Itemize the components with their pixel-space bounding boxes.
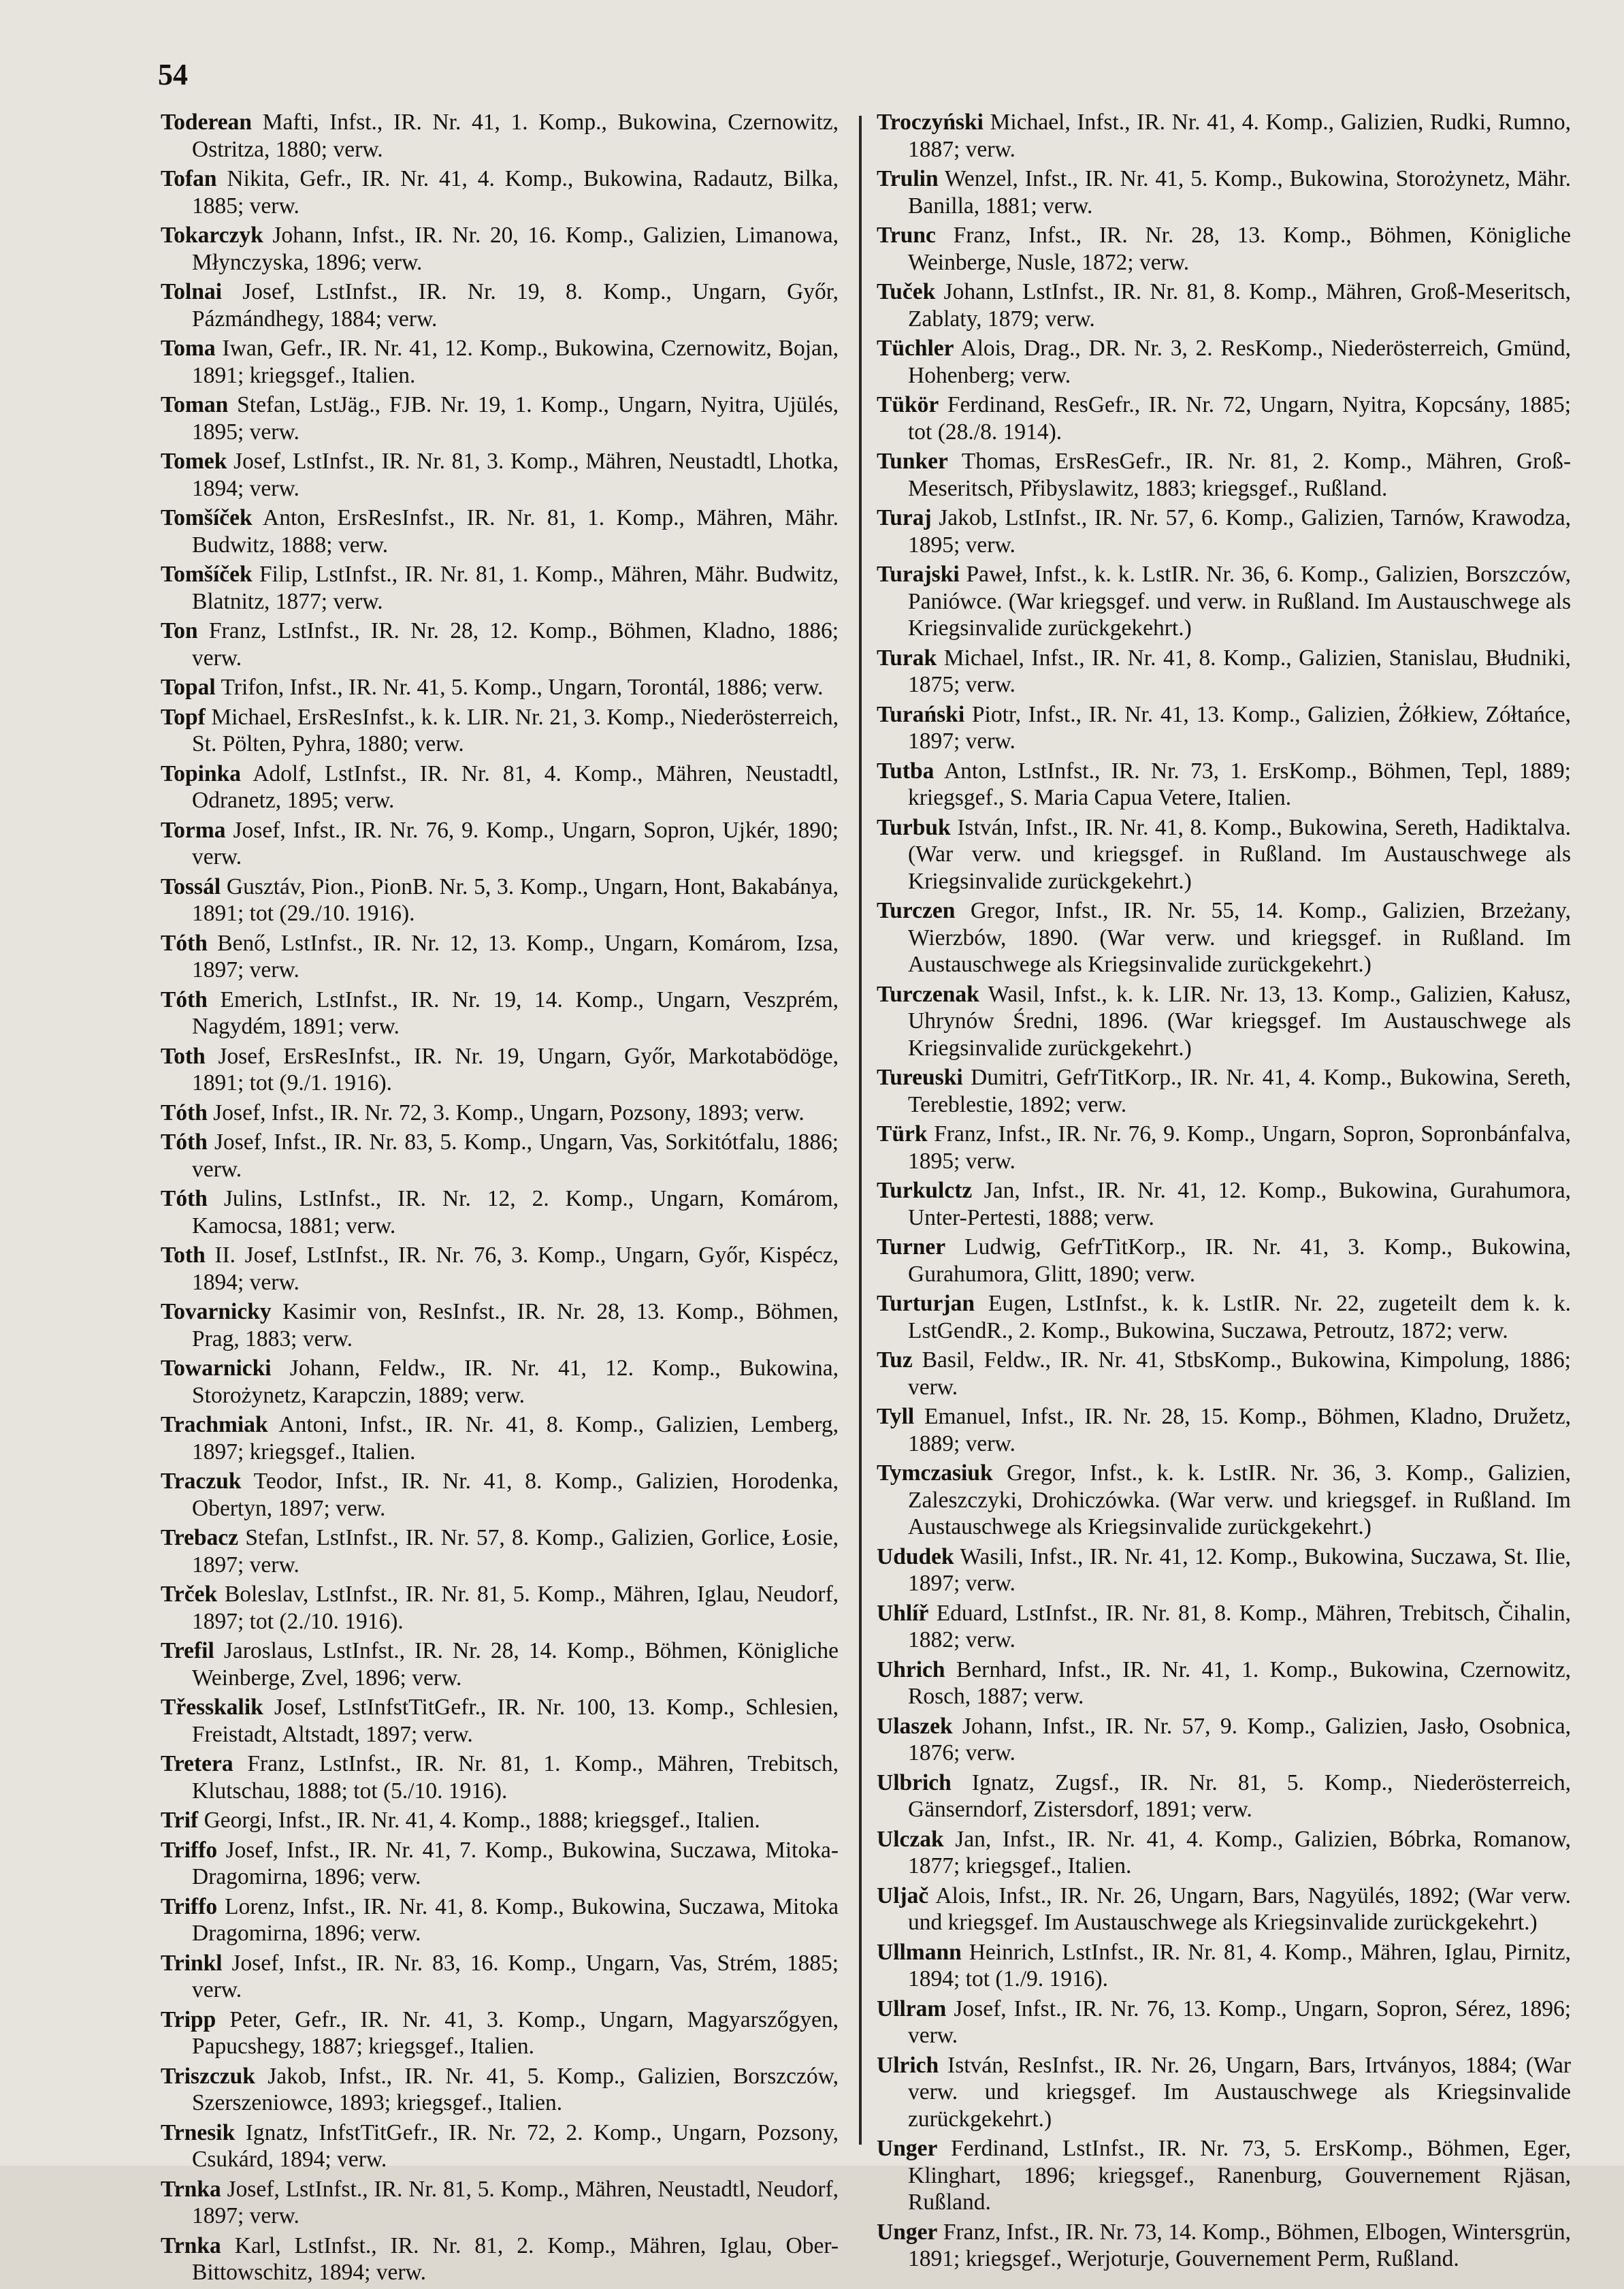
entry-details: Josef, Infst., IR. Nr. 72, 3. Komp., Ungarn, Pozsony, 1893; verw. xyxy=(213,1100,805,1125)
roll-entry xyxy=(161,222,839,276)
roll-entry xyxy=(877,222,1571,276)
entry-surname: Tossál xyxy=(161,874,221,899)
entry-surname: Tymczasiuk xyxy=(877,1460,993,1486)
roll-entry xyxy=(161,505,839,558)
roll-entry xyxy=(161,1637,839,1691)
entry-details: Lorenz, Infst., IR. Nr. 41, 8. Komp., Bukowina, Suczawa, Mitoka Dragomirna, 1896; verw. xyxy=(192,1893,839,1946)
entry-details: Filip, LstInfst., IR. Nr. 81, 1. Komp., Mähren, Mähr. Budwitz, Blatnitz, 1877; verw. xyxy=(192,562,839,614)
roll-entry xyxy=(161,1950,839,2004)
entry-details: Jan, Infst., IR. Nr. 41, 4. Komp., Galizien, Bóbrka, Romanow, 1877; kriegsgef., Italien. xyxy=(908,1826,1571,1878)
entry-surname: Turkulctz xyxy=(877,1178,973,1203)
entry-details: Johann, Infst., IR. Nr. 20, 16. Komp., Galizien, Limanowa, Młynczyska, 1896; verw. xyxy=(192,223,839,275)
entry-details: Johann, LstInfst., IR. Nr. 81, 8. Komp., Mähren, Groß-Meseritsch, Zablaty, 1879; verw. xyxy=(908,279,1572,332)
roll-entry xyxy=(877,897,1571,978)
roll-entry xyxy=(161,1468,839,1522)
roll-entry xyxy=(161,2006,839,2060)
entry-details: István, Infst., IR. Nr. 41, 8. Komp., Bukowina, Sereth, Hadiktalva. (War verw. und kriegsgef. in Rußland. Im Austauschwege als Kriegsinvalide zurückgekehrt.) xyxy=(908,814,1572,894)
roll-entry xyxy=(877,165,1571,219)
entry-details: Benő, LstInfst., IR. Nr. 12, 13. Komp., Ungarn, Komárom, Izsa, 1897; verw. xyxy=(192,930,839,982)
entry-surname: Uhrich xyxy=(877,1656,945,1682)
entry-surname: Ton xyxy=(161,618,198,643)
entry-surname: Tureuski xyxy=(877,1065,963,1090)
roll-entry xyxy=(161,618,839,671)
entry-surname: Tóth xyxy=(161,1186,208,1211)
entry-details: Alois, Drag., DR. Nr. 3, 2. ResKomp., Niederösterreich, Gmünd, Hohenberg; verw. xyxy=(908,336,1572,388)
entry-details: Josef, LstInfst., IR. Nr. 81, 3. Komp., Mähren, Neustadtl, Lhotka, 1894; verw. xyxy=(192,449,839,501)
entry-surname: Turbuk xyxy=(877,814,951,840)
roll-entry xyxy=(877,645,1571,699)
entry-details: Josef, Infst., IR. Nr. 83, 5. Komp., Ungarn, Vas, Sorkitótfalu, 1886; verw. xyxy=(192,1130,839,1182)
roll-entry xyxy=(161,1411,839,1465)
entry-surname: Ullmann xyxy=(877,1939,962,1965)
entry-surname: Toth xyxy=(161,1043,206,1069)
roll-entry xyxy=(161,1837,839,1891)
entry-details: Heinrich, LstInfst., IR. Nr. 81, 4. Komp., Mähren, Iglau, Pirnitz, 1894; tot (1./9. 1916). xyxy=(908,1939,1571,1991)
entry-surname: Traczuk xyxy=(161,1469,242,1494)
entry-details: Paweł, Infst., k. k. LstIR. Nr. 36, 6. Komp., Galizien, Borszczów, Paniówce. (War kriegsgef. und verw. in Rußland. Im Austauschwege als Kriegsinvalide zurückgekehrt.) xyxy=(908,562,1571,641)
entry-details: Josef, Infst., IR. Nr. 83, 16. Komp., Ungarn, Vas, Strém, 1885; verw. xyxy=(192,1950,839,2002)
roll-entry xyxy=(877,278,1571,332)
entry-details: Josef, LstInfstTitGefr., IR. Nr. 100, 13. Komp., Schlesien, Freistadt, Altstadt, 1897; verw. xyxy=(192,1695,839,1747)
entry-surname: Tóth xyxy=(161,1130,208,1155)
entry-surname: Trachmiak xyxy=(161,1412,268,1437)
entry-surname: Tomek xyxy=(161,449,227,474)
entry-surname: Unger xyxy=(877,2219,938,2245)
entry-details: Wenzel, Infst., IR. Nr. 41, 5. Komp., Bukowina, Storożynetz, Mähr. Banilla, 1881; verw. xyxy=(908,166,1571,219)
entry-surname: Tóth xyxy=(161,1100,208,1125)
entry-surname: Ududek xyxy=(877,1543,954,1569)
entry-details: Piotr, Infst., IR. Nr. 41, 13. Komp., Galizien, Żółkiew, Zółtańce, 1897; verw. xyxy=(908,701,1571,754)
entry-details: Mafti, Infst., IR. Nr. 41, 1. Komp., Bukowina, Czernowitz, Ostritza, 1880; verw. xyxy=(192,110,839,162)
page-number: 54 xyxy=(158,58,188,91)
roll-entry xyxy=(161,1298,839,1352)
entry-details: Emerich, LstInfst., IR. Nr. 19, 14. Komp., Ungarn, Veszprém, Nagydém, 1891; verw. xyxy=(192,987,839,1039)
roll-entry xyxy=(161,1581,839,1635)
entry-surname: Tuz xyxy=(877,1347,913,1373)
entry-details: Johann, Feldw., IR. Nr. 41, 12. Komp., Bukowina, Storożynetz, Karapczin, 1889; verw. xyxy=(192,1356,839,1408)
roll-entry xyxy=(161,1043,839,1097)
entry-details: Eduard, LstInfst., IR. Nr. 81, 8. Komp., Mähren, Trebitsch, Čihalin, 1882; verw. xyxy=(908,1600,1571,1652)
entry-details: Gregor, Infst., k. k. LstIR. Nr. 36, 3. Komp., Galizien, Zaleszczyki, Drohiczówka. (War verw. und kriegsgef. in Rußland. Im Austauschwege als Kriegsinvalide zurückgekehrt.) xyxy=(908,1460,1572,1539)
roll-entry xyxy=(161,335,839,389)
entry-details: Michael, ErsResInfst., k. k. LIR. Nr. 21, 3. Komp., Niederösterreich, St. Pölten, Pyhra, 1880; verw. xyxy=(192,704,839,756)
roll-entry xyxy=(161,1355,839,1409)
entry-surname: Tomšíček xyxy=(161,505,253,530)
entry-surname: Tunker xyxy=(877,449,948,474)
entry-surname: Torma xyxy=(161,817,226,843)
entry-details: Jaroslaus, LstInfst., IR. Nr. 28, 14. Komp., Böhmen, Königliche Weinberge, Zvel, 1896; verw. xyxy=(192,1638,839,1691)
entry-details: II. Josef, LstInfst., IR. Nr. 76, 3. Komp., Ungarn, Győr, Kispécz, 1894; verw. xyxy=(192,1243,839,1295)
entry-details: Basil, Feldw., IR. Nr. 41, StbsKomp., Bukowina, Kimpolung, 1886; verw. xyxy=(908,1347,1571,1400)
roll-entry xyxy=(877,1543,1571,1597)
left-column xyxy=(161,109,839,2289)
entry-details: Ignatz, InfstTitGefr., IR. Nr. 72, 2. Komp., Ungarn, Pozsony, Csukárd, 1894; verw. xyxy=(192,2119,839,2172)
roll-entry xyxy=(877,981,1571,1062)
roll-entry xyxy=(161,165,839,219)
entry-surname: Trnka xyxy=(161,2176,221,2202)
entry-surname: Topal xyxy=(161,675,216,700)
entry-details: Jakob, LstInfst., IR. Nr. 57, 6. Komp., Galizien, Tarnów, Krawodza, 1895; verw. xyxy=(908,505,1571,558)
roll-entry xyxy=(877,1234,1571,1287)
roll-entry xyxy=(877,1460,1571,1541)
roll-entry xyxy=(161,1807,839,1834)
entry-surname: Triszczuk xyxy=(161,2063,255,2089)
entry-details: Anton, ErsResInfst., IR. Nr. 81, 1. Komp., Mähren, Mähr. Budwitz, 1888; verw. xyxy=(192,505,839,558)
entry-surname: Turak xyxy=(877,645,937,671)
entry-surname: Tutba xyxy=(877,758,935,784)
entry-surname: Turaj xyxy=(877,505,932,530)
roll-entry xyxy=(161,1242,839,1296)
entry-surname: Turczenak xyxy=(877,981,979,1007)
entry-details: Gusztáv, Pion., PionB. Nr. 5, 3. Komp., Ungarn, Hont, Bakabánya, 1891; tot (29./10. 1916). xyxy=(192,874,839,926)
roll-entry xyxy=(161,930,839,984)
entry-details: Jan, Infst., IR. Nr. 41, 12. Komp., Bukowina, Gurahumora, Unter-Pertesti, 1888; verw. xyxy=(908,1178,1572,1230)
roll-entry xyxy=(877,2052,1571,2133)
entry-surname: Tripp xyxy=(161,2006,216,2032)
entry-surname: Uljač xyxy=(877,1883,929,1908)
entry-surname: Tovarnicky xyxy=(161,1299,272,1324)
entry-surname: Trinkl xyxy=(161,1950,223,1976)
roll-entry xyxy=(161,674,839,701)
entry-details: Kasimir von, ResInfst., IR. Nr. 28, 13. Komp., Böhmen, Prag, 1883; verw. xyxy=(192,1299,839,1351)
roll-entry xyxy=(877,1121,1571,1174)
entry-surname: Tóth xyxy=(161,987,208,1012)
roll-entry xyxy=(161,109,839,163)
entry-surname: Tyll xyxy=(877,1404,915,1429)
entry-surname: Triffo xyxy=(161,1837,218,1863)
entry-surname: Tüchler xyxy=(877,336,954,361)
entry-surname: Ulaszek xyxy=(877,1713,953,1739)
roll-entry xyxy=(161,1694,839,1748)
roll-entry xyxy=(877,1290,1571,1344)
roll-entry xyxy=(161,2119,839,2173)
entry-surname: Trif xyxy=(161,1808,199,1833)
roll-entry xyxy=(161,1750,839,1804)
entry-surname: Turturjan xyxy=(877,1291,975,1316)
entry-surname: Turański xyxy=(877,701,965,727)
entry-details: Wasil, Infst., k. k. LIR. Nr. 13, 13. Komp., Galizien, Kałusz, Uhrynów Średni, 1896. (War kriegsgef. Im Austauschwege als Kriegsinvalide zurückgekehrt.) xyxy=(908,981,1571,1061)
entry-surname: Toderean xyxy=(161,110,253,135)
entry-surname: Unger xyxy=(877,2136,938,2161)
entry-details: Josef, ErsResInfst., IR. Nr. 19, Ungarn, Győr, Markotabödöge, 1891; tot (9./1. 1916). xyxy=(192,1043,839,1095)
entry-surname: Tolnai xyxy=(161,279,223,304)
roll-entry xyxy=(161,1129,839,1183)
entry-details: Wasili, Infst., IR. Nr. 41, 12. Komp., Bukowina, Suczawa, St. Ilie, 1897; verw. xyxy=(908,1543,1571,1596)
entry-surname: Ullram xyxy=(877,1996,947,2021)
roll-entry xyxy=(877,701,1571,755)
entry-details: Franz, Infst., IR. Nr. 76, 9. Komp., Ungarn, Sopron, Sopronbánfalva, 1895; verw. xyxy=(908,1121,1572,1174)
entry-surname: Ulbrich xyxy=(877,1770,952,1795)
roll-entry xyxy=(877,1347,1571,1400)
roll-entry xyxy=(877,2219,1571,2273)
roll-entry xyxy=(161,1100,839,1127)
roll-entry xyxy=(877,1656,1571,1710)
entry-details: Ludwig, GefrTitKorp., IR. Nr. 41, 3. Komp., Bukowina, Gurahumora, Glitt, 1890; verw. xyxy=(908,1234,1571,1287)
roll-entry xyxy=(877,1883,1571,1936)
entry-surname: Trnka xyxy=(161,2232,221,2258)
entry-details: Ferdinand, LstInfst., IR. Nr. 73, 5. ErsKomp., Böhmen, Eger, Klinghart, 1896; kriegsgef., Ranenburg, Gouvernement Rjäsan, Rußland. xyxy=(908,2136,1571,2215)
entry-details: Anton, LstInfst., IR. Nr. 73, 1. ErsKomp., Böhmen, Tepl, 1889; kriegsgef., S. Maria Capua Vetere, Italien. xyxy=(908,758,1571,810)
roll-entry xyxy=(877,448,1571,502)
entry-details: Johann, Infst., IR. Nr. 57, 9. Komp., Galizien, Jasło, Osobnica, 1876; verw. xyxy=(908,1713,1572,1765)
entry-details: Gregor, Infst., IR. Nr. 55, 14. Komp., Galizien, Brzeżany, Wierzbów, 1890. (War verw. und kriegsgef. in Rußland. Im Austauschwege als Kriegsinvalide zurückgekehrt.) xyxy=(908,898,1571,977)
entry-details: Jakob, Infst., IR. Nr. 41, 5. Komp., Galizien, Borszczów, Szerszeniowce, 1893; kriegsgef., Italien. xyxy=(192,2063,839,2115)
entry-details: István, ResInfst., IR. Nr. 26, Ungarn, Bars, Irtványos, 1884; (War verw. und kriegsgef. Im Austauschwege als Kriegsinvalide zurückgekehrt.) xyxy=(908,2052,1571,2132)
entry-details: Adolf, LstInfst., IR. Nr. 81, 4. Komp., Mähren, Neustadtl, Odranetz, 1895; verw. xyxy=(192,761,839,813)
entry-surname: Topf xyxy=(161,704,206,730)
column-divider xyxy=(859,116,862,2145)
entry-surname: Troczyński xyxy=(877,110,984,135)
entry-surname: Trunc xyxy=(877,223,936,248)
entry-surname: Tokarczyk xyxy=(161,223,263,248)
entry-surname: Ulczak xyxy=(877,1826,944,1852)
roll-entry xyxy=(877,758,1571,812)
entry-details: Alois, Infst., IR. Nr. 26, Ungarn, Bars, Nagyülés, 1892; (War verw. und kriegsgef. Im Austauschwege als Kriegsinvalide zurückgekehrt.) xyxy=(908,1883,1571,1935)
roll-entry xyxy=(161,1185,839,1239)
roll-entry xyxy=(877,561,1571,642)
roll-entry xyxy=(161,448,839,502)
entry-details: Michael, Infst., IR. Nr. 41, 8. Komp., Galizien, Stanislau, Błudniki, 1875; verw. xyxy=(908,645,1571,697)
entry-details: Franz, LstInfst., IR. Nr. 81, 1. Komp., Mähren, Trebitsch, Klutschau, 1888; tot (5./10. 1916). xyxy=(192,1751,839,1804)
entry-details: Trifon, Infst., IR. Nr. 41, 5. Komp., Ungarn, Torontál, 1886; verw. xyxy=(221,675,824,700)
entry-details: Josef, LstInfst., IR. Nr. 19, 8. Komp., Ungarn, Győr, Pázmándhegy, 1884; verw. xyxy=(192,279,839,332)
roll-entry xyxy=(161,2063,839,2117)
roll-entry xyxy=(161,761,839,814)
right-column xyxy=(877,109,1571,2275)
roll-entry xyxy=(161,1524,839,1578)
roll-entry xyxy=(161,561,839,615)
entry-details: Ignatz, Zugsf., IR. Nr. 81, 5. Komp., Niederösterreich, Gänserndorf, Zistersdorf, 1891; verw. xyxy=(908,1770,1571,1822)
roll-entry xyxy=(161,704,839,758)
roll-entry xyxy=(877,2135,1571,2216)
entry-surname: Turner xyxy=(877,1234,946,1260)
roll-entry xyxy=(877,1826,1571,1880)
entry-details: Julins, LstInfst., IR. Nr. 12, 2. Komp., Ungarn, Komárom, Kamocsa, 1881; verw. xyxy=(192,1186,839,1238)
roll-entry xyxy=(877,505,1571,558)
entry-details: Eugen, LstInfst., k. k. LstIR. Nr. 22, zugeteilt dem k. k. LstGendR., 2. Komp., Bukowina, Suczawa, Petroutz, 1872; verw. xyxy=(908,1291,1572,1343)
entry-surname: Trček xyxy=(161,1582,218,1607)
entry-details: Karl, LstInfst., IR. Nr. 81, 2. Komp., Mähren, Iglau, Ober-Bittowschitz, 1894; verw. xyxy=(192,2232,839,2285)
roll-entry xyxy=(161,278,839,332)
roll-entry xyxy=(877,1770,1571,1823)
roll-entry xyxy=(161,391,839,445)
entry-surname: Turajski xyxy=(877,562,960,587)
roll-entry xyxy=(877,1403,1571,1457)
entry-details: Thomas, ErsResGefr., IR. Nr. 81, 2. Komp., Mähren, Groß-Meseritsch, Přibyslawitz, 1883; kriegsgef., Rußland. xyxy=(908,449,1571,501)
entry-surname: Uhlíř xyxy=(877,1600,929,1626)
entry-surname: Towarnicki xyxy=(161,1356,272,1381)
entry-details: Dumitri, GefrTitKorp., IR. Nr. 41, 4. Komp., Bukowina, Sereth, Tereblestie, 1892; verw. xyxy=(908,1065,1572,1117)
entry-details: Franz, Infst., IR. Nr. 73, 14. Komp., Böhmen, Elbogen, Wintersgrün, 1891; kriegsgef., Werjoturje, Gouvernement Perm, Rußland. xyxy=(908,2219,1571,2271)
entry-surname: Tretera xyxy=(161,1751,233,1776)
entry-details: Antoni, Infst., IR. Nr. 41, 8. Komp., Galizien, Lemberg, 1897; kriegsgef., Italien. xyxy=(192,1412,839,1464)
entry-surname: Turczen xyxy=(877,898,956,923)
roll-entry xyxy=(161,2176,839,2230)
entry-surname: Triffo xyxy=(161,1893,218,1919)
entry-details: Georgi, Infst., IR. Nr. 41, 4. Komp., 1888; kriegsgef., Italien. xyxy=(204,1808,760,1833)
entry-details: Boleslav, LstInfst., IR. Nr. 81, 5. Komp., Mähren, Iglau, Neudorf, 1897; tot (2./10. 1916). xyxy=(192,1582,839,1634)
roll-entry xyxy=(877,1996,1571,2049)
entry-details: Josef, Infst., IR. Nr. 76, 9. Komp., Ungarn, Sopron, Ujkér, 1890; verw. xyxy=(192,817,839,869)
roll-entry xyxy=(161,2232,839,2286)
entry-surname: Toman xyxy=(161,392,229,417)
roll-entry xyxy=(877,1600,1571,1654)
entry-surname: Ulrich xyxy=(877,2052,939,2078)
entry-details: Teodor, Infst., IR. Nr. 41, 8. Komp., Galizien, Horodenka, Obertyn, 1897; verw. xyxy=(192,1469,839,1521)
entry-surname: Trnesik xyxy=(161,2119,236,2145)
roll-entry xyxy=(877,391,1571,445)
entry-surname: Trulin xyxy=(877,166,939,191)
entry-surname: Třesskalik xyxy=(161,1695,263,1720)
entry-details: Bernhard, Infst., IR. Nr. 41, 1. Komp., Bukowina, Czernowitz, Rosch, 1887; verw. xyxy=(908,1656,1571,1709)
entry-surname: Türk xyxy=(877,1121,928,1147)
entry-surname: Tükör xyxy=(877,392,939,417)
entry-surname: Tofan xyxy=(161,166,217,191)
entry-surname: Topinka xyxy=(161,761,241,786)
entry-surname: Tóth xyxy=(161,930,208,956)
roll-entry xyxy=(161,1893,839,1947)
entry-surname: Tuček xyxy=(877,279,936,304)
entry-surname: Tomšíček xyxy=(161,562,253,587)
entry-details: Josef, Infst., IR. Nr. 76, 13. Komp., Ungarn, Sopron, Sérez, 1896; verw. xyxy=(908,1996,1572,2048)
entry-details: Michael, Infst., IR. Nr. 41, 4. Komp., Galizien, Rudki, Rumno, 1887; verw. xyxy=(908,110,1571,162)
roll-entry xyxy=(877,1064,1571,1118)
roll-entry xyxy=(877,814,1571,895)
entry-details: Franz, LstInfst., IR. Nr. 28, 12. Komp., Böhmen, Kladno, 1886; verw. xyxy=(192,618,839,671)
roll-entry xyxy=(161,987,839,1040)
entry-details: Franz, Infst., IR. Nr. 28, 13. Komp., Böhmen, Königliche Weinberge, Nusle, 1872; verw. xyxy=(908,223,1571,275)
entry-surname: Toma xyxy=(161,336,216,361)
roll-entry xyxy=(877,1939,1571,1993)
roll-entry xyxy=(877,335,1571,389)
roll-entry xyxy=(161,817,839,871)
roll-entry xyxy=(877,1713,1571,1767)
entry-details: Stefan, LstJäg., FJB. Nr. 19, 1. Komp., Ungarn, Nyitra, Ujülés, 1895; verw. xyxy=(192,392,839,445)
entry-details: Ferdinand, ResGefr., IR. Nr. 72, Ungarn, Nyitra, Kopcsány, 1885; tot (28./8. 1914). xyxy=(908,392,1571,445)
roll-entry xyxy=(877,109,1571,163)
entry-surname: Trefil xyxy=(161,1638,214,1663)
entry-details: Josef, Infst., IR. Nr. 41, 7. Komp., Bukowina, Suczawa, Mitoka-Dragomirna, 1896; verw. xyxy=(192,1837,839,1889)
entry-details: Stefan, LstInfst., IR. Nr. 57, 8. Komp., Galizien, Gorlice, Łosie, 1897; verw. xyxy=(192,1525,839,1578)
entry-details: Iwan, Gefr., IR. Nr. 41, 12. Komp., Bukowina, Czernowitz, Bojan, 1891; kriegsgef., Italien. xyxy=(192,336,839,388)
roll-entry xyxy=(161,874,839,927)
roll-entry xyxy=(877,1177,1571,1231)
entry-details: Emanuel, Infst., IR. Nr. 28, 15. Komp., Böhmen, Kladno, Družetz, 1889; verw. xyxy=(908,1404,1572,1456)
entry-details: Nikita, Gefr., IR. Nr. 41, 4. Komp., Bukowina, Radautz, Bilka, 1885; verw. xyxy=(192,166,839,219)
entry-details: Josef, LstInfst., IR. Nr. 81, 5. Komp., Mähren, Neustadtl, Neudorf, 1897; verw. xyxy=(192,2176,839,2228)
entry-details: Peter, Gefr., IR. Nr. 41, 3. Komp., Ungarn, Magyarszőgyen, Papucshegy, 1887; kriegsgef., Italien. xyxy=(192,2006,839,2059)
entry-surname: Trebacz xyxy=(161,1525,239,1550)
entry-surname: Toth xyxy=(161,1243,206,1268)
